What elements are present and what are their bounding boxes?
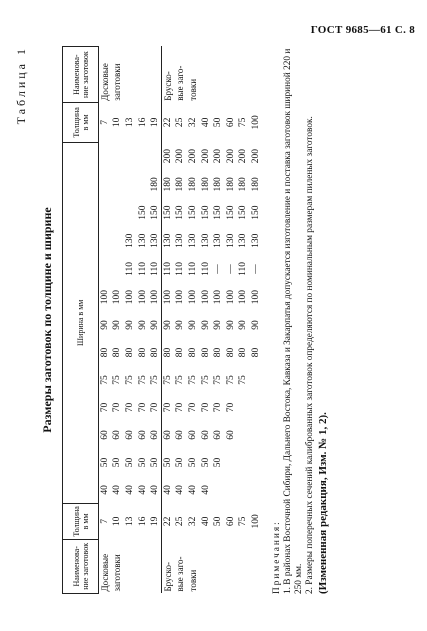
cell-width: 130 <box>250 233 261 248</box>
cell-thickness-2: 32 <box>187 117 198 128</box>
cell-width <box>99 142 112 170</box>
table-header-row <box>63 47 99 594</box>
cell-width: — <box>225 264 236 274</box>
cell-width <box>237 394 250 421</box>
cell-width: 150 <box>238 205 249 220</box>
cell-width: 90 <box>187 320 198 330</box>
cell-width: 75 <box>200 375 211 385</box>
page-header: ГОСТ 9685—61 С. 8 <box>310 24 415 36</box>
cell-width: 90 <box>137 320 148 330</box>
cell-width: 75 <box>124 375 135 385</box>
cell-width <box>124 198 137 226</box>
table-row <box>250 47 263 594</box>
cell-width <box>250 449 263 476</box>
cell-width: 80 <box>149 347 160 358</box>
cell-thickness: 40 <box>200 516 211 527</box>
cell-width: 60 <box>213 430 224 440</box>
cell-width: — <box>213 264 224 274</box>
cell-width: 50 <box>124 457 135 468</box>
cell-thickness-2: 22 <box>161 103 174 142</box>
cell-width: 130 <box>175 233 186 248</box>
cell-width: 110 <box>238 262 249 276</box>
cell-width: 60 <box>137 430 148 440</box>
cell-thickness-2: 100 <box>250 115 261 130</box>
cell-width: 150 <box>213 205 224 220</box>
cell-width: 200 <box>213 149 224 164</box>
cell-width: 100 <box>149 290 160 305</box>
cell-width: 70 <box>200 402 211 413</box>
cell-width: 130 <box>137 233 148 248</box>
cell-width: 80 <box>250 347 261 358</box>
cell-width: 50 <box>100 457 111 468</box>
cell-width: 90 <box>213 320 224 330</box>
cell-width <box>136 142 149 170</box>
cell-width: 90 <box>100 320 111 330</box>
cell-width: 100 <box>225 290 236 305</box>
cell-width: 40 <box>100 485 111 495</box>
cell-width: 75 <box>213 375 224 385</box>
cell-width: 180 <box>200 177 211 192</box>
cell-thickness: 75 <box>238 516 249 527</box>
cell-width: 180 <box>161 170 174 198</box>
cell-thickness: 60 <box>225 516 236 527</box>
cell-thickness-2: 7 <box>100 120 111 125</box>
cell-width: 80 <box>175 347 186 358</box>
cell-thickness: 50 <box>213 516 224 527</box>
cell-width: 60 <box>100 430 111 440</box>
cell-width <box>99 227 112 255</box>
cell-width: 180 <box>149 177 160 192</box>
edition-note: (Измененная редакция, Изм. № 1, 2). <box>317 412 329 594</box>
cell-width: 70 <box>100 402 111 413</box>
cell-width: 200 <box>250 149 261 164</box>
cell-width <box>99 170 112 198</box>
cell-width: 40 <box>124 485 135 495</box>
notes-heading: Примечания: <box>272 520 282 594</box>
rotated-content <box>10 40 380 600</box>
cell-thickness-2: 40 <box>200 117 211 128</box>
cell-width: 50 <box>137 457 148 468</box>
cell-width: 70 <box>112 402 123 413</box>
cell-width: 200 <box>161 142 174 170</box>
cell-width: 100 <box>112 290 123 305</box>
cell-width: 110 <box>161 255 174 283</box>
cell-width: 90 <box>225 320 236 330</box>
cell-name-2 <box>124 47 137 103</box>
size-table <box>62 46 262 594</box>
cell-width <box>250 366 263 393</box>
cell-width: 40 <box>161 476 174 503</box>
table-row <box>111 47 124 594</box>
cell-width: 130 <box>225 233 236 248</box>
cell-width: 100 <box>213 290 224 305</box>
cell-name-2 <box>199 47 212 103</box>
cell-width: 150 <box>175 205 186 220</box>
cell-width: 150 <box>149 205 160 220</box>
cell-width: 70 <box>187 402 198 413</box>
table-row <box>124 47 137 594</box>
cell-width: 150 <box>225 205 236 220</box>
cell-width <box>250 476 263 503</box>
cell-width: 40 <box>200 485 211 495</box>
cell-width: 80 <box>100 347 111 358</box>
table-row <box>149 47 162 594</box>
cell-thickness-2: 75 <box>238 117 249 128</box>
cell-width: 150 <box>161 198 174 226</box>
cell-width: 75 <box>112 375 123 385</box>
cell-width: 75 <box>100 375 111 385</box>
note-1: 1. В районах Восточной Сибири, Дальнего Востока, Кавказа и Закарпатья допускается изготовление и поставка заготовок шириной 220 и 250 мм. <box>283 48 304 594</box>
cell-width: 180 <box>187 177 198 192</box>
cell-width: 90 <box>149 320 160 330</box>
cell-width: 130 <box>187 233 198 248</box>
note-2: 2. Размеры поперечных сечений калиброванных заготовок определяются по номинальным размерам пиленых заготовок. <box>305 116 315 594</box>
cell-width: 60 <box>112 430 123 440</box>
cell-width: 50 <box>200 457 211 468</box>
cell-width <box>212 476 225 503</box>
cell-name: Бруско- <box>161 539 174 593</box>
cell-width: 60 <box>161 421 174 448</box>
header-thickness-2: Толщина в мм <box>63 103 99 142</box>
cell-thickness-2: 13 <box>124 117 135 128</box>
cell-width: 130 <box>161 227 174 255</box>
cell-name-2: заготовки <box>112 63 123 101</box>
cell-width: 100 <box>238 290 249 305</box>
cell-name: заготовки <box>112 554 123 592</box>
cell-width: 75 <box>175 375 186 385</box>
cell-width <box>99 198 112 226</box>
cell-width: 90 <box>175 320 186 330</box>
table-row <box>174 47 187 594</box>
cell-width: 200 <box>238 149 249 164</box>
cell-width: 50 <box>112 457 123 468</box>
cell-width: 150 <box>137 205 148 220</box>
cell-width: 100 <box>161 283 174 311</box>
table-row <box>99 47 112 594</box>
cell-thickness-2: 60 <box>225 117 236 128</box>
cell-width: 60 <box>225 430 236 440</box>
header-thickness: Толщина в мм <box>63 504 99 539</box>
cell-name-2 <box>224 47 237 103</box>
cell-width: 80 <box>200 347 211 358</box>
cell-name <box>149 539 162 593</box>
cell-width: 70 <box>225 402 236 413</box>
cell-width <box>111 227 124 255</box>
cell-width: 75 <box>225 375 236 385</box>
cell-name-2 <box>149 47 162 103</box>
cell-width: 200 <box>200 149 211 164</box>
table-row <box>237 47 250 594</box>
table-row <box>161 47 174 594</box>
table-title: Размеры заготовок по толщине и ширине <box>40 207 54 433</box>
cell-width: 110 <box>149 262 160 276</box>
cell-width: 130 <box>149 233 160 248</box>
cell-width: 40 <box>187 485 198 495</box>
cell-name-2 <box>250 47 263 103</box>
cell-width <box>124 142 137 170</box>
cell-width <box>224 476 237 503</box>
cell-width: 180 <box>238 177 249 192</box>
cell-width: 40 <box>149 485 160 495</box>
cell-thickness: 16 <box>137 516 148 527</box>
cell-width: — <box>250 264 261 274</box>
cell-width: 200 <box>175 149 186 164</box>
cell-width <box>250 421 263 448</box>
cell-width: 80 <box>187 347 198 358</box>
cell-width: 180 <box>213 177 224 192</box>
notes <box>272 46 329 594</box>
cell-width: 150 <box>187 205 198 220</box>
cell-width <box>149 142 162 170</box>
cell-width: 90 <box>238 320 249 330</box>
cell-width: 180 <box>225 177 236 192</box>
cell-width: 60 <box>124 430 135 440</box>
cell-width: 40 <box>112 485 123 495</box>
cell-thickness: 7 <box>100 519 111 524</box>
cell-width: 110 <box>137 262 148 276</box>
cell-width: 90 <box>250 320 261 330</box>
cell-width: 75 <box>238 375 249 385</box>
header-name: Наименова-ние заготовок <box>63 539 99 593</box>
cell-width <box>250 394 263 421</box>
cell-width: 130 <box>238 233 249 248</box>
cell-width: 90 <box>161 311 174 338</box>
cell-width: 75 <box>187 375 198 385</box>
cell-width <box>111 255 124 283</box>
cell-thickness: 10 <box>112 516 123 527</box>
cell-name <box>136 539 149 593</box>
cell-width: 70 <box>124 402 135 413</box>
cell-width: 130 <box>213 233 224 248</box>
cell-width: 130 <box>200 233 211 248</box>
cell-width: 90 <box>124 320 135 330</box>
cell-width: 60 <box>149 430 160 440</box>
cell-width: 80 <box>124 347 135 358</box>
cell-name-2 <box>237 47 250 103</box>
cell-width: 130 <box>124 233 135 248</box>
cell-width: 100 <box>200 290 211 305</box>
table-row <box>187 47 200 594</box>
cell-width: 60 <box>175 430 186 440</box>
cell-thickness: 32 <box>187 516 198 527</box>
cell-width: 80 <box>137 347 148 358</box>
cell-width: 70 <box>137 402 148 413</box>
cell-thickness: 25 <box>175 516 186 527</box>
cell-name <box>237 539 250 593</box>
header-width: Ширина в мм <box>63 142 99 504</box>
cell-name <box>124 539 137 593</box>
table-row <box>224 47 237 594</box>
cell-width: 80 <box>238 347 249 358</box>
table-row <box>199 47 212 594</box>
cell-width <box>237 476 250 503</box>
cell-width: 75 <box>161 366 174 393</box>
cell-width: 100 <box>250 290 261 305</box>
cell-width: 50 <box>187 457 198 468</box>
cell-name-2 <box>136 47 149 103</box>
cell-name <box>224 539 237 593</box>
table-row <box>136 47 149 594</box>
cell-width <box>124 170 137 198</box>
table-label: Таблица 1 <box>14 46 28 125</box>
cell-width: 50 <box>161 449 174 476</box>
cell-width: 50 <box>175 457 186 468</box>
cell-thickness-2: 16 <box>137 117 148 128</box>
cell-width: 180 <box>250 177 261 192</box>
cell-width: 150 <box>250 205 261 220</box>
cell-width: 80 <box>213 347 224 358</box>
cell-width: 60 <box>200 430 211 440</box>
cell-width: 70 <box>149 402 160 413</box>
cell-name-2: товки <box>187 78 198 101</box>
cell-width <box>111 142 124 170</box>
cell-width <box>237 449 250 476</box>
cell-width: 50 <box>213 457 224 468</box>
cell-width: 75 <box>149 375 160 385</box>
cell-width: 90 <box>112 320 123 330</box>
cell-width: 100 <box>137 290 148 305</box>
cell-width <box>111 198 124 226</box>
cell-width: 200 <box>225 149 236 164</box>
cell-name <box>199 539 212 593</box>
cell-width: 110 <box>175 262 186 276</box>
cell-name-2: вые заго- <box>175 65 186 101</box>
cell-width: 80 <box>161 339 174 366</box>
cell-width: 100 <box>100 290 111 305</box>
cell-name <box>250 539 263 593</box>
cell-width: 80 <box>112 347 123 358</box>
cell-name-2: Досковые <box>100 63 111 101</box>
cell-width <box>237 421 250 448</box>
cell-width: 70 <box>161 394 174 421</box>
cell-width: 100 <box>187 290 198 305</box>
cell-width: 180 <box>175 177 186 192</box>
cell-width: 75 <box>137 375 148 385</box>
cell-thickness-2: 50 <box>213 117 224 128</box>
cell-width: 110 <box>124 262 135 276</box>
cell-width: 50 <box>149 457 160 468</box>
cell-width: 150 <box>200 205 211 220</box>
cell-width: 70 <box>213 402 224 413</box>
cell-name <box>212 539 225 593</box>
cell-width: 200 <box>187 149 198 164</box>
cell-name: Досковые <box>100 553 111 592</box>
cell-width: 100 <box>175 290 186 305</box>
cell-thickness: 22 <box>161 504 174 539</box>
cell-name: вые заго- <box>175 556 186 592</box>
cell-name-2 <box>212 47 225 103</box>
cell-width: 110 <box>187 262 198 276</box>
cell-width: 60 <box>187 430 198 440</box>
cell-width: 90 <box>200 320 211 330</box>
cell-width: 80 <box>225 347 236 358</box>
cell-thickness-2: 25 <box>175 117 186 128</box>
cell-thickness-2: 10 <box>112 117 123 128</box>
cell-width <box>111 170 124 198</box>
cell-thickness: 100 <box>250 514 261 529</box>
cell-width: 40 <box>137 485 148 495</box>
cell-width <box>99 255 112 283</box>
cell-thickness-2: 19 <box>149 117 160 128</box>
cell-width: 40 <box>175 485 186 495</box>
table-row <box>212 47 225 594</box>
cell-thickness: 19 <box>149 516 160 527</box>
table-body <box>99 47 263 594</box>
header-name-2: Наименова-ние заготовок <box>63 47 99 103</box>
cell-name-2: Бруско- <box>161 47 174 103</box>
cell-width <box>136 170 149 198</box>
cell-width: 110 <box>200 262 211 276</box>
cell-thickness: 13 <box>124 516 135 527</box>
cell-width: 70 <box>175 402 186 413</box>
cell-width <box>224 449 237 476</box>
cell-name: товки <box>187 569 198 592</box>
cell-width: 100 <box>124 290 135 305</box>
